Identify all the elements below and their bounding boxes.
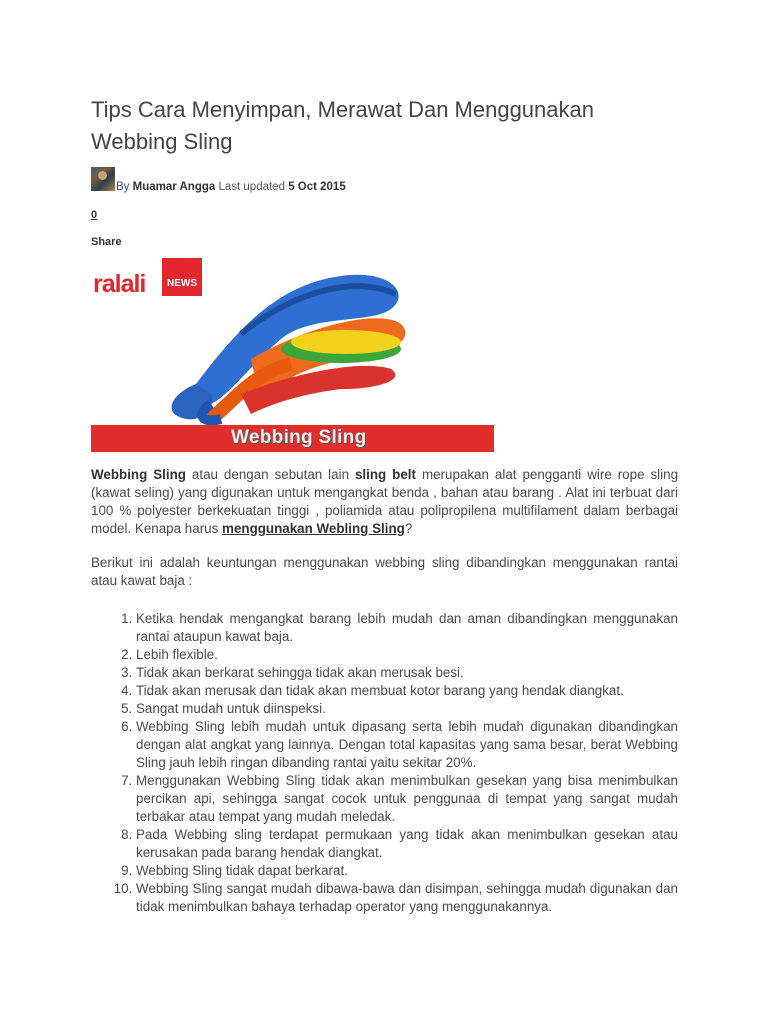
list-item: 10. Webbing Sling sangat mudah dibawa-bawa dan disimpan, sehingga mudah digunakan dan tidak menimbulkan bahaya terhadap operator yang menggunakannya. [136, 880, 678, 916]
list-item: 5. Sangat mudah untuk diinspeksi. [136, 700, 678, 718]
article-body [91, 466, 678, 606]
hero-image: ralali NEWS Webbing Sling [91, 254, 494, 452]
updated-date: 5 Oct 2015 [288, 181, 346, 193]
author-avatar[interactable] [91, 167, 115, 191]
list-item: 3. Tidak akan berkarat sehingga tidak akan merusak besi. [136, 664, 678, 682]
webbing-slings-illustration [91, 254, 494, 452]
byline-by: By [116, 181, 130, 193]
list-item: 1. Ketika hendak mengangkat barang lebih mudah dan aman dibandingkan menggunakan rantai ataupun kawat baja. [136, 610, 678, 646]
list-item: 4. Tidak akan merusak dan tidak akan membuat kotor barang yang hendak diangkat. [136, 682, 678, 700]
term-sling-belt: sling belt [354, 467, 416, 482]
list-item: 7. Menggunakan Webbing Sling tidak akan menimbulkan gesekan yang bisa menimbulkan percikan api, sehingga sangat cocok untuk penggunaa di tempat yang sangat mudah terbakar atau tempat yang mudah meledak. [136, 772, 678, 826]
term-webbing-sling: Webbing Sling [91, 467, 186, 482]
lead-paragraph: Berikut ini adalah keuntungan menggunakan webbing sling dibandingkan menggunakan rantai atau kawat baja : [91, 555, 678, 588]
image-caption-text: Webbing Sling [231, 427, 367, 448]
intro-paragraph: Webbing Sling atau dengan sebutan lain sling belt merupakan alat pengganti wire rope sling (kawat seling) yang digunakan untuk mengangkat benda , bahan atau barang . Alat ini terbuat dari 100 % polyester berkekuatan tinggi , poliamida atau polipropilena multifilament dalam berbagai model. Kenapa harus menggunakan Webling Sling? [91, 467, 679, 536]
benefits-list [91, 610, 678, 916]
webbing-sling-link[interactable]: menggunakan Webling Sling [222, 521, 405, 536]
list-item: 8. Pada Webbing sling terdapat permukaan yang tidak akan menimbulkan gesekan atau kerusakan pada barang hendak diangkat. [136, 826, 678, 862]
updated-label: Last updated [218, 181, 285, 193]
list-item: 9. Webbing Sling tidak dapat berkarat. [136, 862, 678, 880]
author-name[interactable]: Muamar Angga [132, 181, 216, 193]
share-button[interactable]: Share [91, 236, 122, 248]
byline [91, 167, 678, 193]
share-count[interactable]: 0 [91, 209, 98, 221]
list-item: 2. Lebih flexible. [136, 646, 678, 664]
image-caption-banner [91, 425, 494, 452]
list-item: 6. Webbing Sling lebih mudah untuk dipasang serta lebih mudah digunakan dibandingkan dengan alat angkat yang lainnya. Dengan total kapasitas yang sama besar, berat Webbing Sling jauh lebih ringan dibanding rantai yaitu sekitar 20%. [136, 718, 678, 772]
article-title: Tips Cara Menyimpan, Merawat Dan Menggunakan Webbing Sling [91, 97, 594, 154]
